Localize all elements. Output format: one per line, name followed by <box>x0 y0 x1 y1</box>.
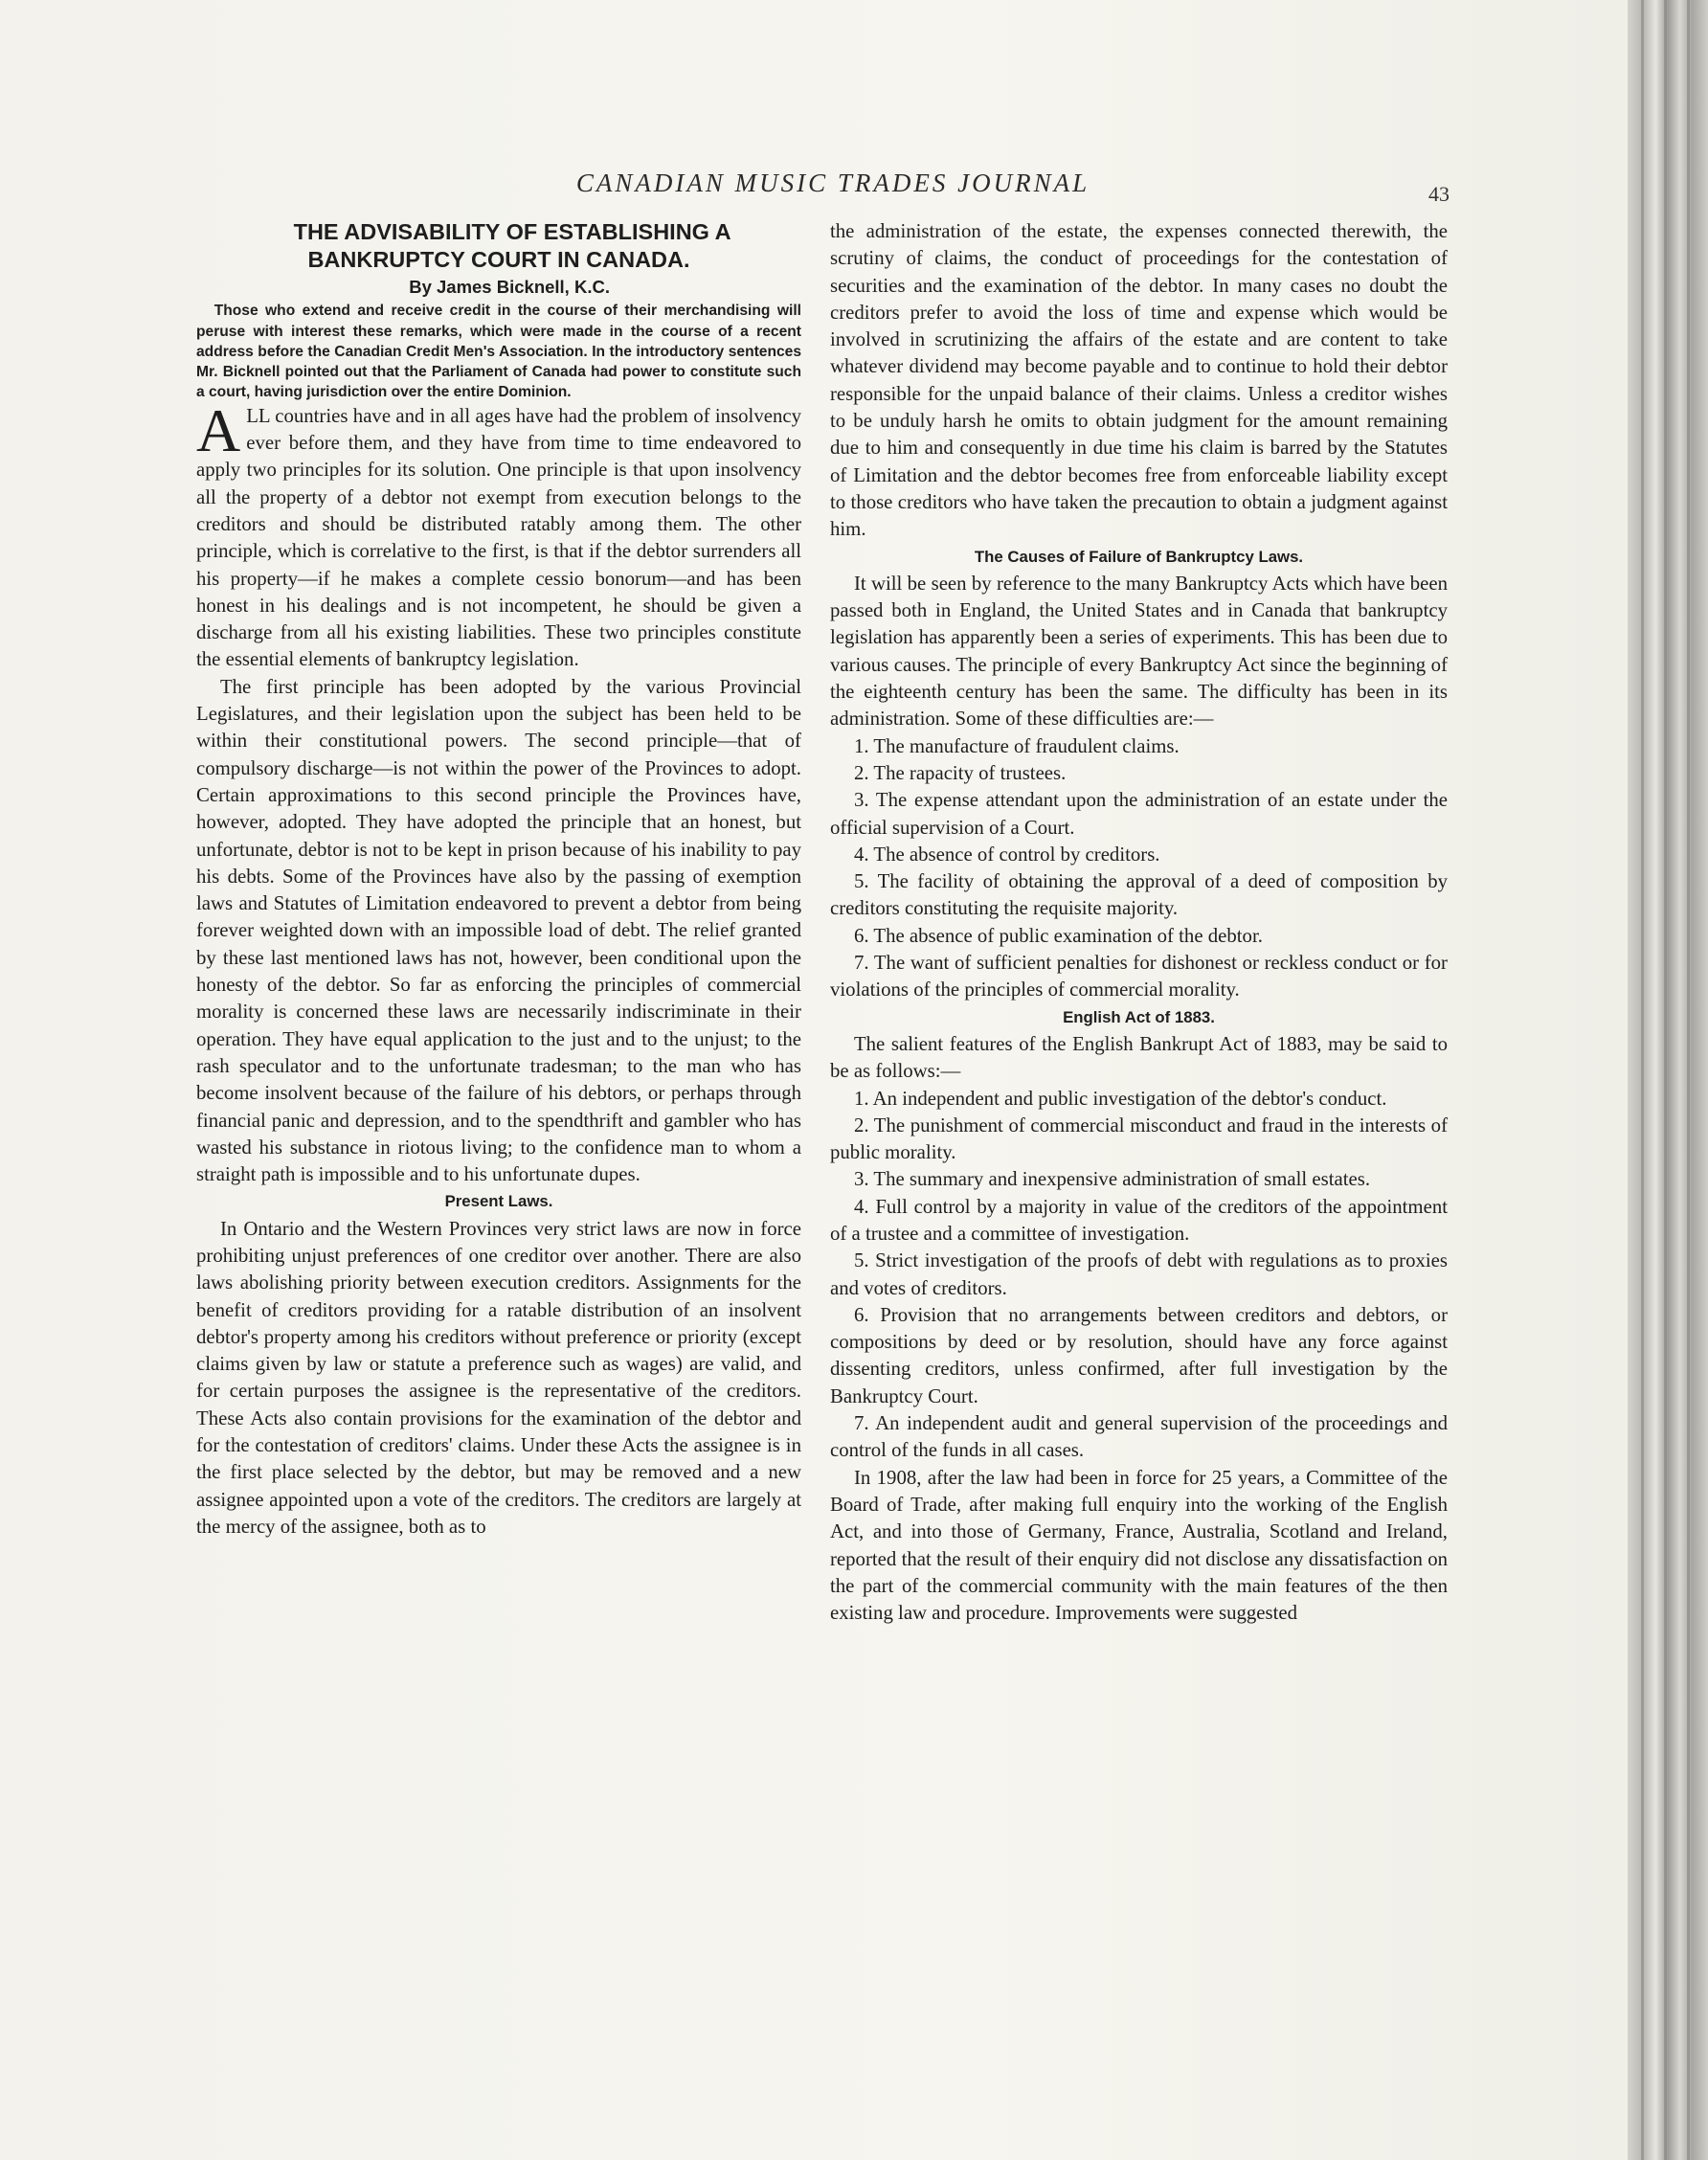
feature-item: 3. The summary and inexpensive administration of small estates. <box>853 1168 1371 1191</box>
paragraph-1 <box>196 395 801 674</box>
cause-item: 4. The absence of control by creditors. <box>853 843 1160 866</box>
feature-item: 2. The punishment of commercial misconduct and fraud in the interests of public morality. <box>830 1114 1448 1164</box>
subhead-english-act: English Act of 1883. <box>1063 1007 1215 1026</box>
feature-item: 1. An independent and public investigation of the debtor's conduct. <box>853 1087 1387 1110</box>
feature-item: 5. Strict investigation of the proofs of debt with regulations as to proxies and votes of creditors. <box>830 1249 1448 1299</box>
article-title: THE ADVISABILITY OF ESTABLISHING A BANKRUPTCY COURT IN CANADA. <box>293 219 731 272</box>
article-intro: Those who extend and receive credit in the course of their merchandising will peruse with interest these remarks, which were made in the course of a recent address before the Canadian Credit Men's Association. In the introductory sentences Mr. Bicknell pointed out that the Parliament of Canada had power to constitute such a court, having jurisdiction over the entire Dominion. <box>196 303 801 401</box>
paragraph-1-text: LL countries have and in all ages have had the problem of insolvency ever before them, and they have from time to time endeavored to apply two principles for its solution. One principle is that upon insolvency all the property of a debtor not exempt from execution belongs to the creditors and should be distributed ratably among them. The other principle, which is correlative to the first, is that if the debtor surrenders all his property—if he makes a complete cessio bonorum—and has been honest in his dealings and is not incompetent, he should be given a discharge from all his existing liabilities. These two principles constitute the essential elements of bankruptcy legislation. <box>196 404 801 671</box>
page-number: 43 <box>1428 182 1450 206</box>
subhead-present-laws: Present Laws. <box>444 1192 553 1211</box>
cause-item: 6. The absence of public examination of the debtor. <box>853 924 1263 947</box>
feature-item: 4. Full control by a majority in value of the creditors of the appointment of a trustee and a committee of investigation. <box>830 1195 1448 1245</box>
edge-line <box>1687 0 1690 2160</box>
cause-item: 2. The rapacity of trustees. <box>853 761 1067 784</box>
paragraph-5: It will be seen by reference to the many Bankruptcy Acts which have been passed both in England, the United States and in Canada that bankruptcy legislation has apparently been a series of experiments. This has been due to various causes. The principle of every Bankruptcy Act since the beginning of the eighteenth century has been the same. The difficulty has been in its administration. Some of these difficulties are:— <box>830 572 1448 731</box>
left-column <box>196 218 801 1541</box>
paragraph-6: The salient features of the English Bankrupt Act of 1883, may be said to be as follows:— <box>830 1032 1448 1083</box>
cause-item: 7. The want of sufficient penalties for dishonest or reckless conduct or for violations of the principles of commercial morality. <box>830 952 1448 1001</box>
edge-line <box>1664 0 1667 2160</box>
cause-item: 1. The manufacture of fraudulent claims. <box>853 734 1180 757</box>
cause-item: 5. The facility of obtaining the approval of a deed of composition by creditors constituting the requisite majority. <box>830 870 1448 920</box>
book-page-edge <box>1628 0 1708 2160</box>
feature-item: 7. An independent audit and general supervision of the proceedings and control of the funds in all cases. <box>830 1412 1448 1462</box>
article-byline: By James Bicknell, K.C. <box>409 277 610 297</box>
right-column <box>830 218 1448 1627</box>
drop-cap: A <box>196 395 241 464</box>
edge-line <box>1641 0 1644 2160</box>
feature-item: 6. Provision that no arrangements between creditors and debtors, or compositions by deed or by resolution, should have any force against dissenting creditors, unless confirmed, after full investigation by the Bankruptcy Court. <box>830 1303 1448 1407</box>
paragraph-4: the administration of the estate, the expenses connected therewith, the scrutiny of claims, the conduct of proceedings for the contestation of securities and the examination of the debtor. In many cases no doubt the creditors prefer to avoid the loss of time and expense which would be involved in scrutinizing the affairs of the estate and are content to take whatever dividend may become payable and to continue to hold their debtor responsible for the unpaid balance of their claims. Unless a creditor wishes to be unduly harsh he omits to obtain judgment for the amount remaining due to him and consequently in due time his claim is barred by the Statutes of Limitation and the debtor becomes free from enforceable liability except to those creditors who have taken the precaution to obtain a judgment against him. <box>830 220 1448 541</box>
paragraph-7: In 1908, after the law had been in force for 25 years, a Committee of the Board of Trade, after making full enquiry into the working of the English Act, and into those of Germany, France, Australia, Scotland and Ireland, reported that the result of their enquiry did not disclose any dissatisfaction on the part of the commercial community with the main features of the then existing law and procedure. Improvements were suggested <box>830 1466 1448 1625</box>
cause-item: 3. The expense attendant upon the administration of an estate under the official supervision of a Court. <box>830 789 1448 839</box>
running-head: CANADIAN MUSIC TRADES JOURNAL <box>575 169 1090 197</box>
paragraph-3: In Ontario and the Western Provinces very strict laws are now in force prohibiting unjust preferences of one creditor over another. There are also laws abolishing priority between execution creditors. Assignments for the benefit of creditors providing for a ratable distribution of an insolvent debtor's property among his creditors without preference or priority (except claims given by law or statute a preference such as wages) are valid, and for certain purposes the assignee is the representative of the creditors. These Acts also contain provisions for the examination of the debtor and for the contestation of creditors' claims. Under these Acts the assignee is in the first place selected by the debtor, but may be removed and a new assignee appointed upon a vote of the creditors. The creditors are largely at the mercy of the assignee, both as to <box>196 1217 801 1538</box>
subhead-causes: The Causes of Failure of Bankruptcy Laws. <box>974 547 1304 566</box>
paragraph-2: The first principle has been adopted by the various Provincial Legislatures, and their legislation upon the subject has been held to be within their constitutional powers. The second principle—that of compulsory discharge—is not within the power of the Provinces to adopt. Certain approximations to this second principle the Provinces have, however, adopted. They have adopted the principle that an honest, but unfortunate, debtor is not to be kept in prison because of his inability to pay his debts. Some of the Provinces have also by the passing of exemption laws and Statutes of Limitation endeavored to prevent a debtor from being forever weighted down with an impossible load of debt. The relief granted by these last mentioned laws has not, however, been conditional upon the honesty of the debtor. So far as enforcing the principles of commercial morality is concerned these laws are necessarily indiscriminate in their operation. They have equal application to the just and to the unjust; to the rash speculator and to the unfortunate tradesman; to the man who has become insolvent because of the failure of his debtors, or perhaps through financial panic and depression, and to the spendthrift and gambler who has wasted his substance in riotous living; to the confidence man to whom a straight path is impossible and to his unfortunate dupes. <box>196 675 801 1186</box>
